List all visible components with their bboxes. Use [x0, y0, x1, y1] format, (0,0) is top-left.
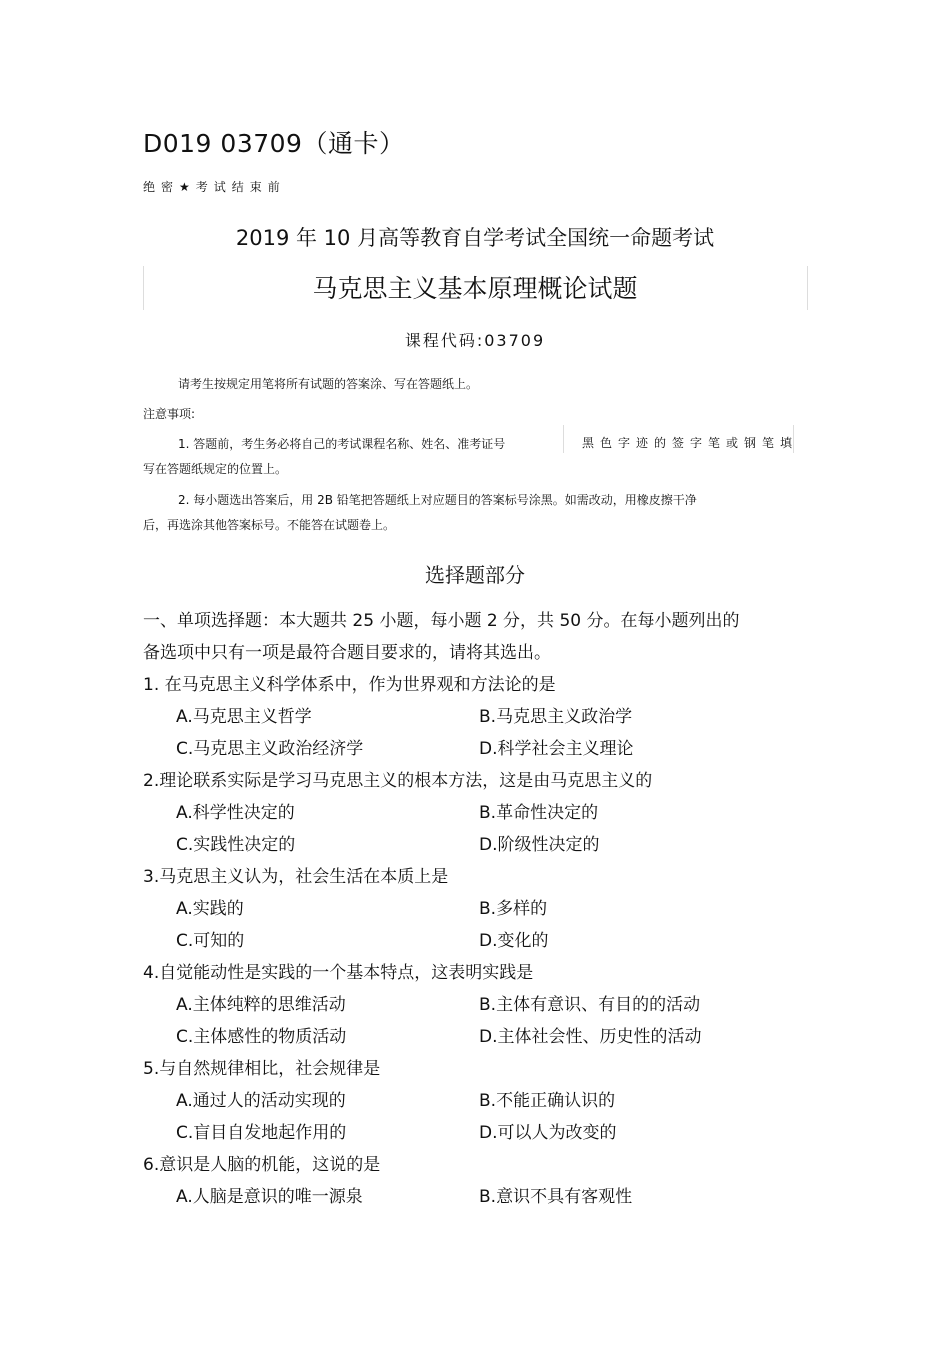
question-1-option-b: B.马克思主义政治学: [479, 707, 633, 727]
question-2-option-c: C.实践性决定的: [176, 835, 296, 855]
exam-title: 2019 年 10 月高等教育自学考试全国统一命题考试: [235, 226, 715, 250]
question-4-option-d: D.主体社会性、历史性的活动: [479, 1027, 702, 1047]
question-5-option-a: A.通过人的活动实现的: [176, 1091, 346, 1111]
notice-item1-line1: 1. 答题前，考生务必将自己的考试课程名称、姓名、准考证号: [178, 437, 506, 451]
question-4-option-b: B.主体有意识、有目的的活动: [479, 995, 701, 1015]
notice-item2-line1: 2. 每小题选出答案后，用 2B 铅笔把答题纸上对应题目的答案标号涂黑。如需改动，用橡皮擦干净: [178, 493, 697, 507]
question-1-option-a: A.马克思主义哲学: [176, 707, 312, 727]
notice-item2-line2: 后，再选涂其他答案标号。不能答在试题卷上。: [143, 518, 396, 532]
question-2-option-a: A.科学性决定的: [176, 803, 295, 823]
question-1-stem: 1. 在马克思主义科学体系中，作为世界观和方法论的是: [143, 675, 556, 695]
secret-label: 绝密★考试结束前: [143, 180, 286, 194]
question-3-option-b: B.多样的: [479, 899, 548, 919]
question-3-option-d: D.变化的: [479, 931, 549, 951]
section-instructions-line2: 备选项中只有一项是最符合题目要求的，请将其选出。: [143, 643, 551, 663]
question-6-option-a: A.人脑是意识的唯一源泉: [176, 1187, 363, 1207]
question-5-option-b: B.不能正确认识的: [479, 1091, 616, 1111]
notice-intro: 请考生按规定用笔将所有试题的答案涂、写在答题纸上。: [178, 377, 479, 391]
section-instructions-line1: 一、单项选择题：本大题共 25 小题，每小题 2 分，共 50 分。在每小题列出的: [143, 611, 740, 631]
question-1-option-c: C.马克思主义政治经济学: [176, 739, 364, 759]
question-2-option-b: B.革命性决定的: [479, 803, 599, 823]
question-1-option-d: D.科学社会主义理论: [479, 739, 634, 759]
notice-heading: 注意事项:: [143, 407, 196, 421]
document-code: D019 03709（通卡）: [143, 129, 405, 158]
question-3-option-c: C.可知的: [176, 931, 245, 951]
question-4-option-a: A.主体纯粹的思维活动: [176, 995, 346, 1015]
notice-item1-line2: 写在答题纸规定的位置上。: [143, 462, 288, 476]
question-6-stem: 6.意识是人脑的机能，这说的是: [143, 1155, 381, 1175]
notice-item1-box-text: 黑色字迹的签字笔或钢笔填: [582, 436, 799, 450]
subject-title: 马克思主义基本原理概论试题: [312, 274, 638, 303]
question-2-stem: 2.理论联系实际是学习马克思主义的根本方法，这是由马克思主义的: [143, 771, 653, 791]
question-4-stem: 4.自觉能动性是实践的一个基本特点，这表明实践是: [143, 963, 534, 983]
section-title: 选择题部分: [425, 563, 525, 587]
question-5-stem: 5.与自然规律相比，社会规律是: [143, 1059, 381, 1079]
question-4-option-c: C.主体感性的物质活动: [176, 1027, 347, 1047]
course-code: 课程代码:03709: [404, 331, 546, 350]
question-5-option-d: D.可以人为改变的: [479, 1123, 617, 1143]
question-3-option-a: A.实践的: [176, 899, 244, 919]
question-5-option-c: C.盲目自发地起作用的: [176, 1123, 347, 1143]
question-2-option-d: D.阶级性决定的: [479, 835, 600, 855]
question-3-stem: 3.马克思主义认为，社会生活在本质上是: [143, 867, 449, 887]
question-6-option-b: B.意识不具有客观性: [479, 1187, 633, 1207]
